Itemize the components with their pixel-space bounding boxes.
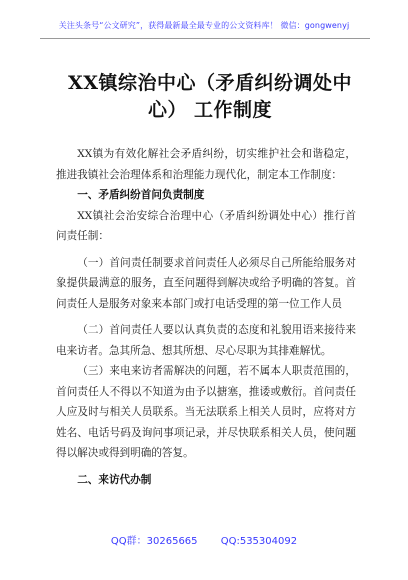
section-heading-1: 一、矛盾纠纷首问负责制度 <box>77 189 205 201</box>
body-paragraph: （三）来电来访者需解决的问题，若不属本人职责范围的，首问责任人不得以不知道为由予以搪塞，推诿或敷衍。首问责任人应及时与相关人员联系。当无法联系上相关人员时，应将对方姓名、电话号码及询问事项记录，并尽快联系相关人员，使问题得以解决或得到明确的答复。 <box>56 365 356 459</box>
document-title-line-2: 心） 工作制度 <box>147 99 273 121</box>
header-promo-note: 关注头条号“公文研究”，获得最新最全最专业的公文资料库！ 微信：gongwenyj <box>58 21 350 30</box>
document-title <box>60 70 360 124</box>
header-divider <box>40 38 370 39</box>
footer-qq-group: QQ群：30265665 <box>110 536 198 547</box>
body-paragraph: XX镇社会治安综合治理中心（矛盾纠纷调处中心）推行首问责任制： <box>56 209 356 242</box>
body-paragraph: （二）首问责任人要以认真负责的态度和礼貌用语来接待来电来访者。急其所急、想其所想、尽心尽职为其排难解忧。 <box>56 324 356 357</box>
intro-paragraph: XX镇为有效化解社会矛盾纠纷，切实维护社会和谐稳定，推进我镇社会治理体系和治理能力现代化，制定本工作制度： <box>56 148 356 181</box>
document-title-line-1: XX镇综治中心（矛盾纠纷调处中 <box>68 72 352 94</box>
footer-qq: QQ:535304092 <box>220 536 298 547</box>
body-paragraph: （一）首问责任制要求首问责任人必须尽自己所能给服务对象提供最满意的服务，直至问题得到解决或给予明确的答复。首问责任人是服务对象来本部门或打电话受理的第一位工作人员 <box>56 256 356 310</box>
footer-contact <box>0 532 408 547</box>
section-heading-2: 二、来访代办制 <box>77 473 152 486</box>
document-body <box>56 144 356 490</box>
